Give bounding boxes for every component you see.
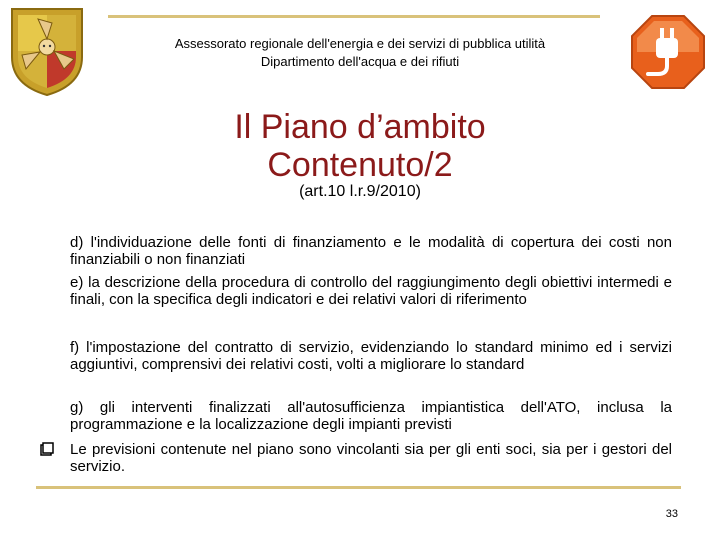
department-header-line1: Assessorato regionale dell'energia e dei servizi di pubblica utilità bbox=[174, 36, 546, 51]
slide-subtitle: (art.10 l.r.9/2010) bbox=[299, 183, 421, 200]
electric-plug-icon bbox=[628, 12, 708, 92]
slide-title-line1: Il Piano d’ambito bbox=[234, 108, 486, 146]
page-number: 33 bbox=[665, 508, 678, 520]
checkbox-bullet-icon bbox=[38, 441, 58, 458]
department-header-line2: Dipartimento dell'acqua e dei rifiuti bbox=[260, 54, 460, 69]
list-item-f: f) l'impostazione del contratto di servizio, evidenziando lo standard minimo ed i servizi aggiuntivi, comprensivi dei relativi costi, volti a migliorare lo standard bbox=[70, 339, 672, 373]
slide-title-line2: Contenuto/2 bbox=[267, 146, 453, 184]
sicily-region-coat-of-arms-logo bbox=[8, 5, 86, 97]
footer-rule bbox=[36, 486, 681, 489]
list-item-g: g) gli interventi finalizzati all'autosufficienza impiantistica dell'ATO, inclusa la programmazione e la localizzazione degli impianti previsti bbox=[70, 399, 672, 433]
list-item-e: e) la descrizione della procedura di controllo del raggiungimento degli obiettivi intermedi e finali, con la specifica degli indicatori e dei relativi valori di riferimento bbox=[70, 274, 672, 308]
bullet-paragraph: Le previsioni contenute nel piano sono vincolanti sia per gli enti soci, sia per i gestori del servizio. bbox=[70, 441, 672, 475]
list-item-d: d) l'individuazione delle fonti di finanziamento e le modalità di copertura dei costi non finanziabili o non finanziati bbox=[70, 234, 672, 268]
header-rule bbox=[108, 15, 600, 18]
